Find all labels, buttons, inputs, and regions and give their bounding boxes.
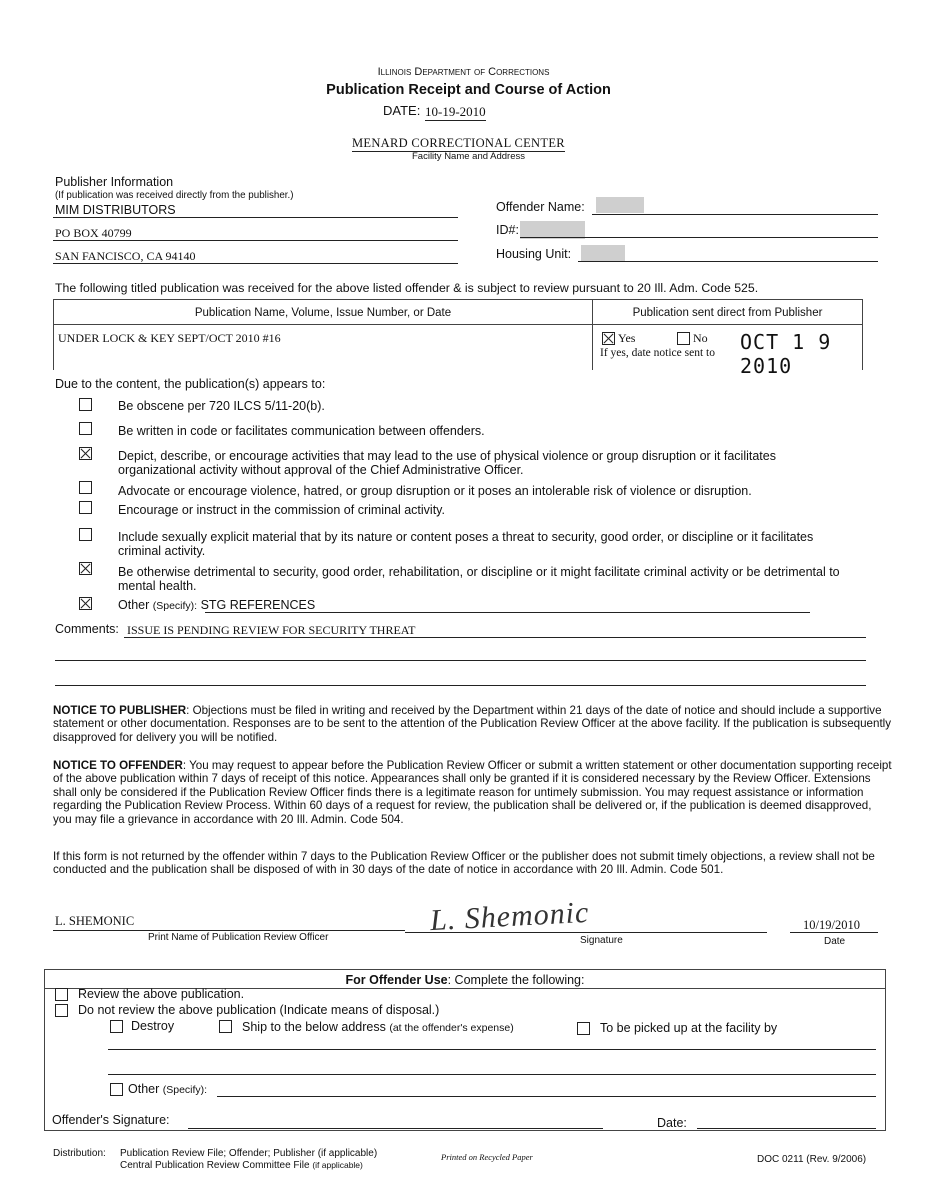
comments-value: ISSUE IS PENDING REVIEW FOR SECURITY THREAT xyxy=(127,623,416,637)
ship-checkbox[interactable] xyxy=(219,1020,232,1033)
criteria-checkbox[interactable] xyxy=(79,422,92,435)
criteria-item: Encourage or instruct in the commission of criminal activity. xyxy=(118,503,445,517)
notice-to-publisher: NOTICE TO PUBLISHER: Objections must be filed in writing and received by the Department within 21 days of the date of notice and should include a supportive statement or other documentation. Responses are to be sent to the attention of the Publication Review Officer at the above facility. If the publication is subsequently disapproved for delivery you will be notified. xyxy=(53,704,892,744)
offender-signature-label: Offender's Signature: xyxy=(52,1113,170,1127)
criteria-item: Advocate or encourage violence, hatred, or group disruption or it poses an intolerable risk of violence or disruption. xyxy=(118,484,752,498)
criteria-checkbox[interactable] xyxy=(79,447,92,460)
offender-date-label: Date: xyxy=(657,1116,687,1130)
criteria-item: Be obscene per 720 ILCS 5/11-20(b). xyxy=(118,399,325,413)
recycled-paper-note: Printed on Recycled Paper xyxy=(441,1152,533,1162)
criteria-checkbox[interactable] xyxy=(79,528,92,541)
return-notice: If this form is not returned by the offender within 7 days to the Publication Review Officer or the publisher does not submit timely objections, a review shall not be conducted and the publication shall be disposed of with in 30 days of the date of notice in accordance with 20 Ill. Admin. Code 501. xyxy=(53,850,875,877)
other-value: STG REFERENCES xyxy=(200,598,316,612)
no-checkbox[interactable] xyxy=(677,332,690,345)
other-label: Other xyxy=(118,598,150,612)
facility-label: Facility Name and Address xyxy=(412,151,525,162)
comments-label: Comments: xyxy=(55,622,119,636)
review-checkbox[interactable] xyxy=(55,988,68,1001)
publication-name: UNDER LOCK & KEY SEPT/OCT 2010 #16 xyxy=(58,331,281,345)
publisher-address2: SAN FANCISCO, CA 94140 xyxy=(55,249,196,263)
other-disposal-specify: (Specify): xyxy=(162,1084,208,1096)
form-title: Publication Receipt and Course of Action xyxy=(326,82,611,98)
distribution-line1: Publication Review File; Offender; Publisher (if applicable) xyxy=(120,1148,378,1159)
criteria-item: Be otherwise detrimental to security, good order, rehabilitation, or discipline or it might facilitate criminal activity or be detrimental to mental health. xyxy=(118,565,840,593)
distribution-label: Distribution: xyxy=(53,1148,106,1159)
signature-label: Signature xyxy=(580,935,623,946)
other-specify-label: (Specify): xyxy=(152,600,198,612)
destroy-checkbox[interactable] xyxy=(110,1020,123,1033)
offender-use-heading: For Offender Use xyxy=(345,973,448,987)
criteria-checkbox[interactable] xyxy=(79,562,92,575)
table-header-publication: Publication Name, Volume, Issue Number, or Date xyxy=(194,307,452,319)
signature-date-label: Date xyxy=(824,936,846,947)
received-date-stamp: OCT 1 9 2010 xyxy=(740,330,832,378)
notice-to-offender: NOTICE TO OFFENDER: You may request to appear before the Publication Review Officer or submit a written statement or other documentation supporting receipt of the above publication within 7 days of receipt of this notice. Appearances shall only be granted if it is considered necessary by the Review Officer. Extensions shall only be considered if the Publication Review Officer finds there is a legitimate reason for untimely submission. You may request assistance or information regarding the Publication Review Process. Within 60 days of a request for review, the publication shall be delivered or, if the publication is deemed disapproved, you may file a grievance in accordance with 20 Ill. Admin. Code 504. xyxy=(53,759,892,826)
ship-label: Ship to the below address xyxy=(242,1020,386,1034)
criteria-item: Include sexually explicit material that by its nature or content poses a threat to security, good order, or discipline or it facilitates criminal activity. xyxy=(118,530,814,558)
if-yes-label: If yes, date notice sent to xyxy=(600,347,715,359)
redaction xyxy=(581,245,625,261)
criteria-checkbox[interactable] xyxy=(79,481,92,494)
facility-name: MENARD CORRECTIONAL CENTER xyxy=(352,136,565,150)
not-review-checkbox[interactable] xyxy=(55,1004,68,1017)
publication-table xyxy=(53,299,863,378)
destroy-label: Destroy xyxy=(131,1019,175,1033)
ship-note: (at the offender's expense) xyxy=(389,1022,514,1034)
officer-name-label: Print Name of Publication Review Officer xyxy=(148,932,329,943)
yes-label: Yes xyxy=(618,331,636,345)
content-intro: Due to the content, the publication(s) appears to: xyxy=(55,377,326,391)
distribution-line2: Central Publication Review Committee File xyxy=(120,1160,310,1171)
criteria-checkbox[interactable] xyxy=(79,398,92,411)
department-name: Illinois Department of Corrections xyxy=(377,66,550,78)
review-label: Review the above publication. xyxy=(78,987,245,1001)
distribution-line2-note: (if applicable) xyxy=(312,1160,363,1170)
criteria-item: Depict, describe, or encourage activities that may lead to the use of physical violence or group disruption or it facilitates organizational activity without approval of the Chief Administrative Officer. xyxy=(118,449,776,477)
signature-date: 10/19/2010 xyxy=(803,918,860,932)
other-disposal-label: Other xyxy=(128,1082,160,1096)
officer-signature: L. Shemonic xyxy=(429,895,591,938)
intro-text: The following titled publication was received for the above listed offender & is subject to review pursuant to 20 Ill. Adm. Code 525. xyxy=(55,281,759,295)
criteria-checkbox[interactable] xyxy=(79,501,92,514)
publisher-name: MIM DISTRIBUTORS xyxy=(55,203,176,217)
publisher-note: (If publication was received directly from the publisher.) xyxy=(55,190,294,201)
table-header-direct: Publication sent direct from Publisher xyxy=(632,307,823,319)
date-value: 10-19-2010 xyxy=(425,104,486,119)
housing-unit-label: Housing Unit: xyxy=(496,247,572,261)
date-label: DATE: xyxy=(383,103,421,118)
publisher-address1: PO BOX 40799 xyxy=(55,226,132,240)
publisher-heading: Publisher Information xyxy=(55,175,174,189)
form-id: DOC 0211 (Rev. 9/2006) xyxy=(757,1154,867,1165)
offender-id-label: ID#: xyxy=(496,223,519,237)
offender-use-box: For Offender Use: Complete the following: Review the above publication. Do not review the above publication (Indicate means of disposal.) Destroy Ship to the below address (at the offender's expense) To be picked up at the facility by Other (Specify): Offender's Signature: Date: xyxy=(44,969,886,1131)
offender-name-label: Offender Name: xyxy=(496,200,585,214)
criteria-item: Be written in code or facilitates communication between offenders. xyxy=(118,424,485,438)
officer-name: L. SHEMONIC xyxy=(55,914,135,928)
pickup-checkbox[interactable] xyxy=(577,1022,590,1035)
pickup-label: To be picked up at the facility by xyxy=(600,1021,778,1035)
other-checkbox[interactable] xyxy=(79,597,92,610)
redaction xyxy=(596,197,644,213)
no-label: No xyxy=(693,331,708,345)
other-disposal-checkbox[interactable] xyxy=(110,1083,123,1096)
yes-checkbox[interactable] xyxy=(602,332,615,345)
not-review-label: Do not review the above publication (Indicate means of disposal.) xyxy=(78,1003,440,1017)
